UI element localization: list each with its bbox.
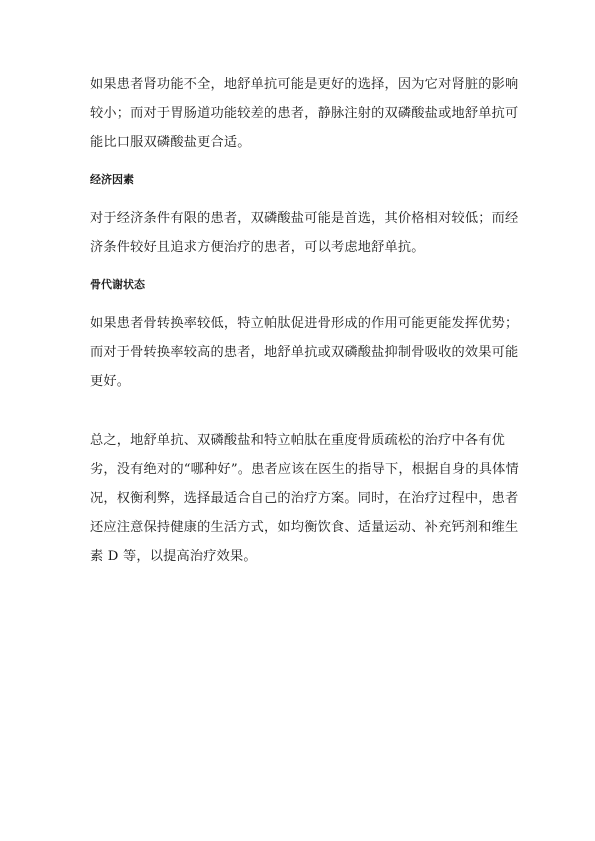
section-paragraph-bone-metabolism: 如果患者骨转换率较低，特立帕肽促进骨形成的作用可能更能发挥优势；而对于骨转换率较高的患者，地舒单抗或双磷酸盐抑制骨吸收的效果可能更好。 (90, 316, 519, 389)
section-heading-bone-metabolism: 骨代谢状态 (90, 278, 145, 291)
section-paragraph-economic: 对于经济条件有限的患者，双磷酸盐可能是首选，其价格相对较低；而经济条件较好且追求方便治疗的患者，可以考虑地舒单抗。 (90, 211, 519, 255)
intro-paragraph: 如果患者肾功能不全，地舒单抗可能是更好的选择，因为它对肾脏的影响较小；而对于胃肠道功能较差的患者，静脉注射的双磷酸盐或地舒单抗可能比口服双磷酸盐更合适。 (90, 77, 519, 150)
section-heading-economic: 经济因素 (90, 173, 134, 186)
conclusion-paragraph: 总之，地舒单抗、双磷酸盐和特立帕肽在重度骨质疏松的治疗中各有优劣，没有绝对的“哪种好”。患者应该在医生的指导下，根据自身的具体情况，权衡利弊，选择最适合自己的治疗方案。同时，在治疗过程中，患者还应注意保持健康的生活方式，如均衡饮食、适量运动、补充钙剂和维生素 D 等，以提高治疗效果。 (90, 433, 519, 564)
document-page (90, 70, 520, 571)
